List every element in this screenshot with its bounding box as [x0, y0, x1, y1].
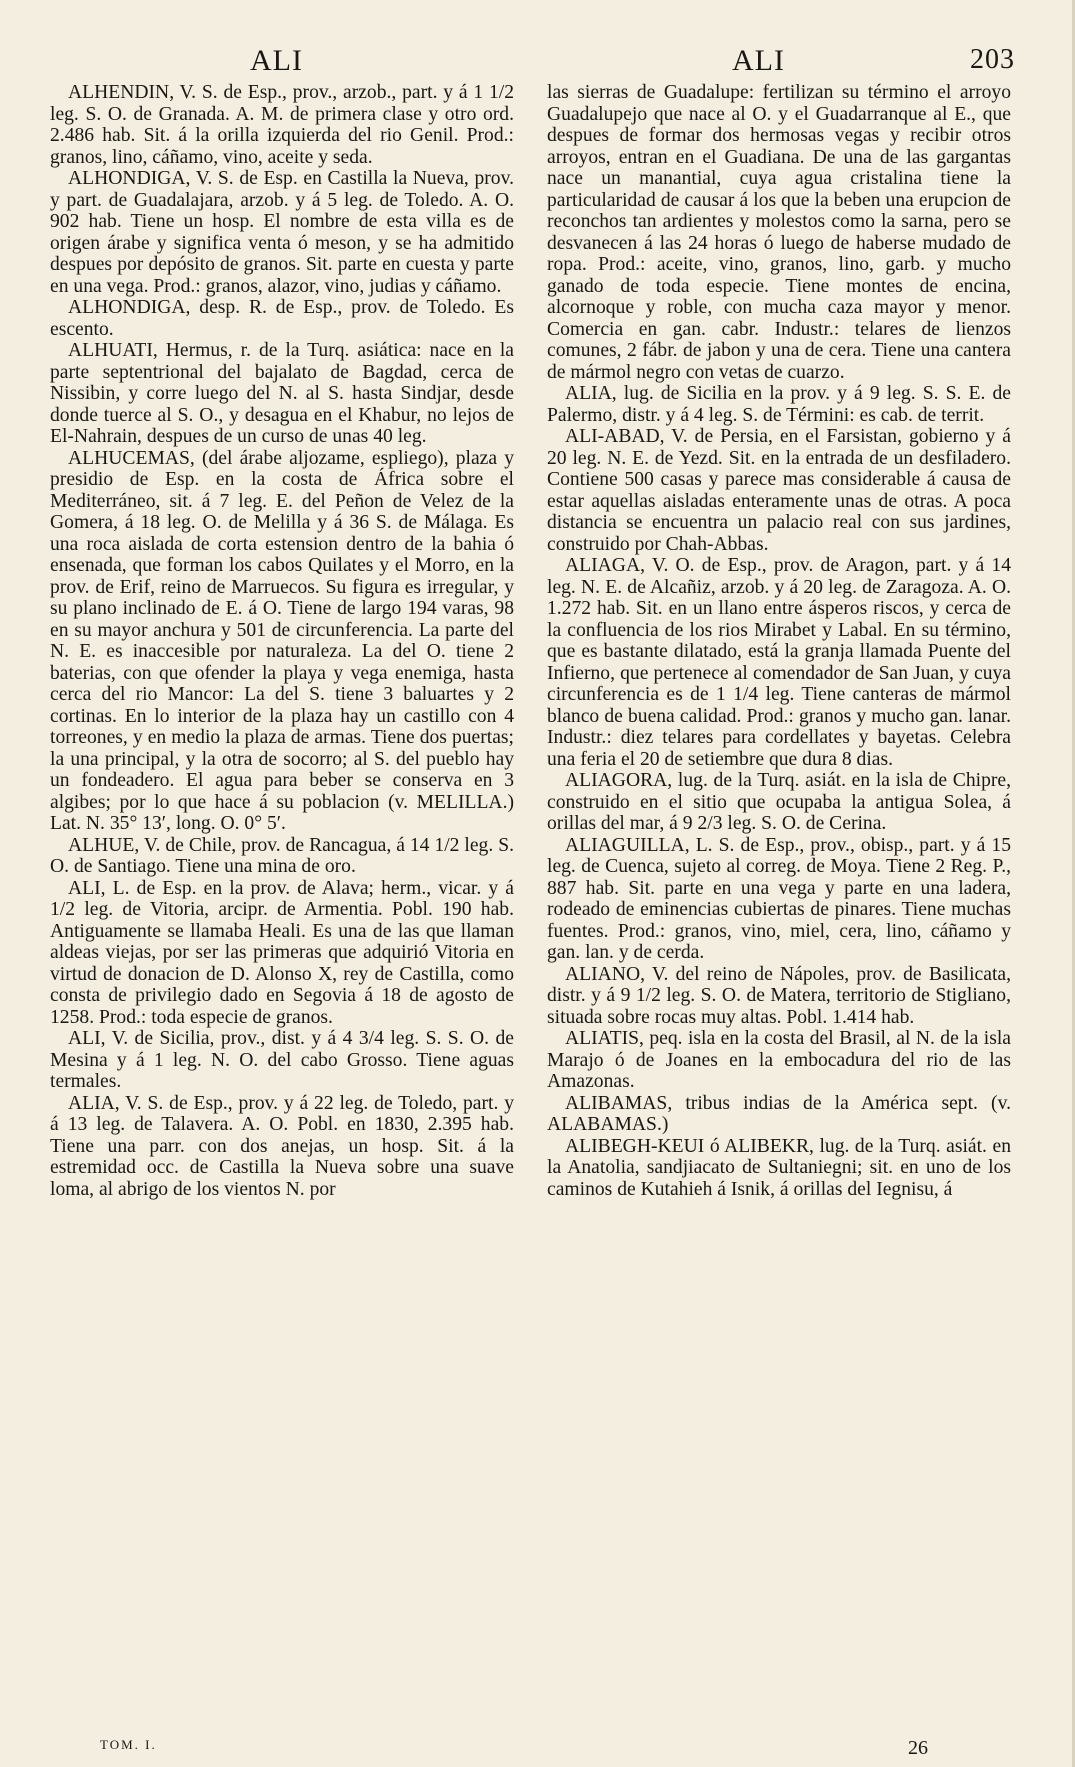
entry-ali-sicilia: ALI, V. de Sicilia, prov., dist. y á 4 3/4 leg. S. S. O. de Mesina y á 1 leg. N. O. del cabo Grosso. Tiene aguas termales.: [50, 1028, 514, 1092]
entry-alia-toledo: ALIA, V. S. de Esp., prov. y á 22 leg. de Toledo, part. y á 13 leg. de Talavera. A. O. Pobl. en 1830, 2.395 hab. Tiene una parr. con dos anejas, un hosp. Sit. á la estremidad occ. de Castilla la Nueva sobre una suave loma, al abrigo de los vientos N. por: [50, 1092, 514, 1200]
entry-alia-sicilia: ALIA, lug. de Sicilia en la prov. y á 9 leg. S. S. E. de Palermo, distr. y á 4 leg. S. de Términi: es cab. de territ.: [547, 383, 1011, 426]
running-head-left: ALI: [250, 44, 303, 77]
entry-alhue: ALHUE, V. de Chile, prov. de Rancagua, á 14 1/2 leg. S. O. de Santiago. Tiene una mina de oro.: [50, 834, 514, 877]
entry-alhendin: ALHENDIN, V. S. de Esp., prov., arzob., part. y á 1 1/2 leg. S. O. de Granada. A. M. de primera clase y otro ord. 2.486 hab. Sit. á la orilla izquierda del rio Genil. Prod.: granos, lino, cáñamo, vino, aceite y seda.: [50, 82, 514, 168]
entry-alhuati: ALHUATI, Hermus, r. de la Turq. asiática: nace en la parte septentrional del bajalato de Bagdad, cerca de Nissibin, y corre luego del N. al S. hasta Sindjar, desde donde tuerce al S. O., y desagua en el Khabur, no lejos de El-Nahrain, despues de un curso de unas 40 leg.: [50, 340, 514, 447]
sheet-number: 26: [908, 1737, 928, 1759]
entry-aliatis: ALIATIS, peq. isla en la costa del Brasil, al N. de la isla Marajo ó de Joanes en la embocadura del rio de las Amazonas.: [547, 1028, 1011, 1092]
page-number: 203: [970, 44, 1015, 75]
entry-alibegh-keui: ALIBEGH-KEUI ó ALIBEKR, lug. de la Turq. asiát. en la Anatolia, sandjiacato de Sultaniegni; sit. en uno de los caminos de Kutahieh á Isnik, á orillas del Iegnisu, á: [547, 1135, 1011, 1200]
right-column: [547, 82, 1011, 1200]
entry-aliaga: ALIAGA, V. O. de Esp., prov. de Aragon, part. y á 14 leg. N. E. de Alcañiz, arzob. y á 20 leg. de Zaragoza. A. O. 1.272 hab. Sit. en un llano entre ásperos riscos, y cerca de la confluencia de los rios Mirabet y Labal. En su término, que es bastante dilatado, está la granja llamada Puente del Infierno, que pertenece al comendador de San Juan, y cuya circunferencia es de 1 1/4 leg. Tiene canteras de mármol blanco de buena calidad. Prod.: granos y mucho gan. lanar. Industr.: diez telares para cordellates y bayetas. Celebra una feria el 20 de setiembre que dura 8 dias.: [547, 555, 1011, 770]
entry-alia-continued: las sierras de Guadalupe: fertilizan su término el arroyo Guadalupejo que nace al O. y el Guadarranque al E., que despues de formar dos hermosas vegas y recibir otros arroyos, entran en el Guadiana. De una de las gargantas nace un manantial, cuya agua cristalina tiene la particularidad de causar á los que la beben una erupcion de reconchos tan ardientes y molestos como la sarna, pero se desvanecen á las 24 horas ó luego de haberse mudado de ropa. Prod.: aceite, vino, granos, lino, garb. y mucho ganado de toda especie. Tiene montes de encina, alcornoque y roble, con mucha caza mayor y menor. Comercia en gan. cabr. Industr.: telares de lienzos comunes, 2 fábr. de jabon y una de cera. Tiene una cantera de mármol negro con vetas de cuarzo.: [547, 82, 1011, 383]
entry-alhondiga-villa: ALHONDIGA, V. S. de Esp. en Castilla la Nueva, prov. y part. de Guadalajara, arzob. y á 5 leg. de Toledo. A. O. 902 hab. Tiene un hosp. El nombre de esta villa es de origen árabe y significa venta ó meson, y se ha admitido despues por depósito de granos. Sit. parte en cuesta y parte en una vega. Prod.: granos, alazor, vino, judias y cáñamo.: [50, 168, 514, 297]
entry-ali-abad: ALI-ABAD, V. de Persia, en el Farsistan, gobierno y á 20 leg. N. E. de Yezd. Sit. en la entrada de un desfiladero. Contiene 500 casas y parece mas considerable á causa de estar aquellas aisladas enteramente unas de otras. A poca distancia se encuentra un palacio real con sus jardines, construido por Chah-Abbas.: [547, 426, 1011, 555]
entry-alhucemas: ALHUCEMAS, (del árabe aljozame, espliego), plaza y presidio de Esp. en la costa de África sobre el Mediterráneo, sit. á 7 leg. E. del Peñon de Velez de la Gomera, á 18 leg. O. de Melilla y á 36 S. de Málaga. Es una roca aislada de corta estension dentro de la bahia ó ensenada, que forman los cabos Quilates y el Morro, en la prov. de Erif, reino de Marruecos. Su figura es irregular, y su plano inclinado de E. á O. Tiene de largo 194 varas, 98 en su mayor anchura y 501 de circunferencia. La parte del N. E. es inaccesible por naturaleza. La del O. tiene 2 baterias, con que ofender la playa y vega enemiga, hasta cerca del rio Mancor: La del S. tiene 3 baluartes y 2 cortinas. En lo interior de la plaza hay un castillo con 4 torreones, y en medio la plaza de armas. Tiene dos puertas; la una principal, y la otra de socorro; al S. del pueblo hay un fondeadero. El agua para beber se conserva en 3 algibes; por lo que hace á su poblacion (v. MELILLA.) Lat. N. 35° 13′, long. O. 0° 5′.: [50, 447, 514, 834]
volume-signature: TOM. I.: [100, 1737, 157, 1752]
entry-aliano: ALIANO, V. del reino de Nápoles, prov. de Basilicata, distr. y á 9 1/2 leg. S. O. de Matera, territorio de Stigliano, situada sobre rocas muy altas. Pobl. 1.414 hab.: [547, 963, 1011, 1028]
entry-alibamas: ALIBAMAS, tribus indias de la América sept. (v. ALABAMAS.): [547, 1092, 1011, 1135]
running-head-right: ALI: [732, 44, 785, 77]
left-column: [50, 82, 514, 1200]
entry-aliaguilla: ALIAGUILLA, L. S. de Esp., prov., obisp., part. y á 15 leg. de Cuenca, sujeto al correg. de Moya. Tiene 2 Reg. P., 887 hab. Sit. parte en una vega y parte en una ladera, rodeado de eminencias cubiertas de pinares. Tiene muchas fuentes. Prod.: granos, vino, miel, cera, lino, cáñamo y gan. lan. y de cerda.: [547, 834, 1011, 963]
entry-ali-alava: ALI, L. de Esp. en la prov. de Alava; herm., vicar. y á 1/2 leg. de Vitoria, arcipr. de Armentia. Pobl. 190 hab. Antiguamente se llamaba Heali. Es una de las que llaman aldeas viejas, por ser las primeras que adquirió Vitoria en virtud de donacion de D. Alonso X, rey de Castilla, como consta de privilegio dado en Segovia á 18 de agosto de 1258. Prod.: toda especie de granos.: [50, 877, 514, 1028]
entry-alhondiga-desp: ALHONDIGA, desp. R. de Esp., prov. de Toledo. Es escento.: [50, 297, 514, 340]
entry-aliagora: ALIAGORA, lug. de la Turq. asiát. en la isla de Chipre, construido en el sitio que ocupaba la antigua Solea, á orillas del mar, á 9 2/3 leg. S. O. de Cerina.: [547, 770, 1011, 834]
